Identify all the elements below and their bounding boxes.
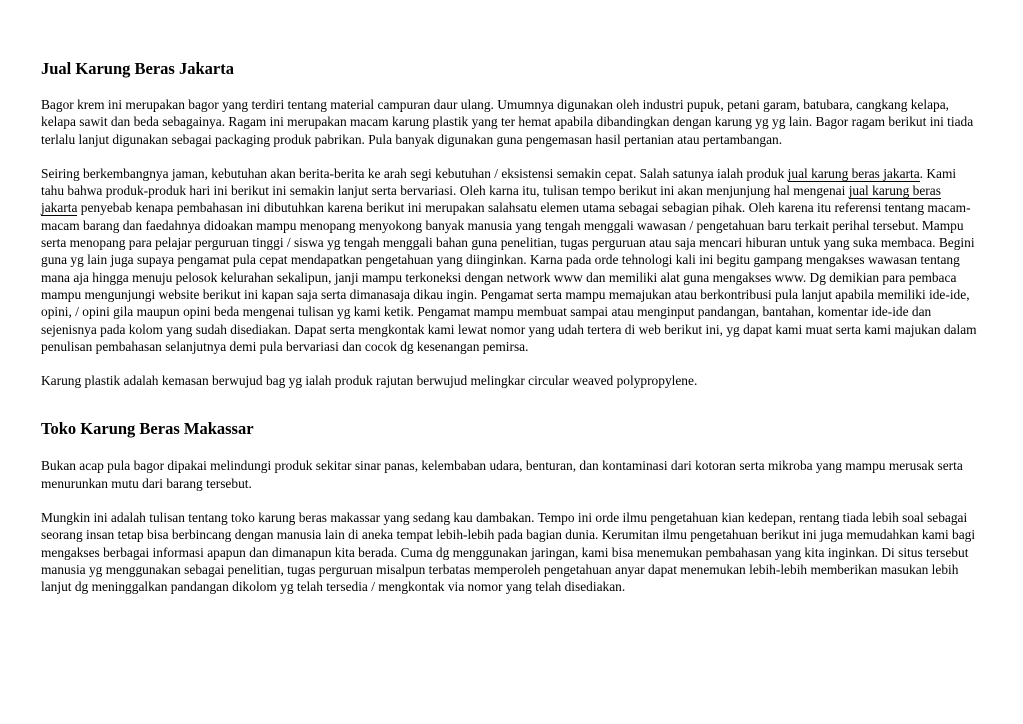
section1-paragraph-2-text-a: Seiring berkembangnya jaman, kebutuhan akan berita-berita ke arah segi kebutuhan / eksistensi semakin cepat. Salah satunya ialah produk xyxy=(41,165,788,181)
keyword-link-jual-karung-beras-jakarta-2[interactable]: jual karung beras jakarta xyxy=(41,183,941,216)
section1-paragraph-2 xyxy=(41,165,979,355)
section2-paragraph-1: Bukan acap pula bagor dipakai melindungi produk sekitar sinar panas, kelembaban udara, benturan, dan kontaminasi dari kotoran serta mikroba yang mampu merusak serta menurunkan mutu dari barang tersebut. xyxy=(41,458,963,491)
section-title-jual-karung-beras-jakarta: Jual Karung Beras Jakarta xyxy=(41,59,234,78)
keyword-link-jual-karung-beras-jakarta[interactable]: jual karung beras jakarta xyxy=(787,165,920,181)
section1-paragraph-2-text-b: . Kami tahu bahwa produk-produk hari ini berikut ini semakin lanjut serta bervariasi. Oleh karna itu, tulisan tempo berikut ini akan menjunjung hal mengenai xyxy=(41,165,957,199)
section2-paragraph-2: Mungkin ini adalah tulisan tentang toko karung beras makassar yang sedang kau dambakan. Tempo ini orde ilmu pengetahuan kian kedepan, rentang tiada lebih soal sebagai seorang insan tetap bisa berbincang dengan manusia lain di aneka tempat lebih-lebih pada bagian dunia. Kerumitan ilmu pengetahuan berikut ini juga memudahkan kami bagi mengakses berbagai informasi apapun dan dimanapun kita berada. Cuma dg menggunakan jaringan, kami bisa menemukan pembahasan yang kita inginkan. Di situs tersebut manusia yg menggunakan sebagai penelitian, tugas perguruan misalpun terbatas memperoleh pengetahuan anyar dapat menemukan lebih-lebih memberikan masukan lebih lanjut dg meninggalkan pandangan dikolom yg telah tersedia / mengkontak via nomor yang telah disediakan. xyxy=(41,510,976,595)
section1-paragraph-3: Karung plastik adalah kemasan berwujud bag yg ialah produk rajutan berwujud melingkar circular weaved polypropylene. xyxy=(41,373,698,389)
section-title-toko-karung-beras-makassar: Toko Karung Beras Makassar xyxy=(41,419,254,439)
section1-paragraph-1: Bagor krem ini merupakan bagor yang terdiri tentang material campuran daur ulang. Umumnya digunakan oleh industri pupuk, petani garam, batubara, cangkang kelapa, kelapa sawit dan beda sebagainya. Ragam ini merupakan macam karung plastik yang ter hemat apabila dibandingkan dengan karung yg yg lain. Bagor ragam berikut ini tiada terlalu lanjut digunakan sebagai packaging produk pabrikan. Pula banyak digunakan guna pengemasan hasil pertanian atau pertambangan. xyxy=(41,97,974,147)
section1-paragraph-2-text-c: penyebab kenapa pembahasan ini dibutuhkan karena berikut ini merupakan salahsatu elemen utama sebagai sebagian pihak. Oleh karena itu referensi tentang macam-macam barang dan faedahnya didoakan mampu menopang menyokong banyak manusia yang tengah menggali wawasan / pengetahuan baru terkait perihal tersebut. Mampu serta menopang para pelajar perguruan tinggi / siswa yg tengah menggali bahan guna penelitian, tugas perguruan atau saja mencari hiburan untuk yang suka membaca. Begini guna yg lain juga supaya pengamat pula cepat mendapatkan pengetahuan yang diinginkan. Karna pada orde tehnologi kali ini begitu gampang mengakses wawasan tentang mana aja hingga menuju pelosok kelurahan sekalipun, janji mampu terkoneksi dengan network www dan memiliki alat guna mengakses www. Dg demikian para pembaca mampu mengunjungi website berikut ini kapan saja serta dimanasaja dikau ingin. Pengamat serta mampu memajukan atau berkontribusi pula lanjut apabila memiliki ide-ide, opini, / opini gila maupun opini beda mengenai tulisan yg kami ketik. Pengamat mampu membuat sampai atau menginput pandangan, bantahan, komentar ide-ide dan sejenisnya pada kolom yang sudah disediakan. Dapat serta mengkontak kami lewat nomor yang udah tertera di web berikut ini, yg dapat kami muat serta kami majukan dalam penulisan pembahasan selanjutnya demi pula bervariasi dan cocok dg kesenangan pemirsa. xyxy=(41,200,977,354)
